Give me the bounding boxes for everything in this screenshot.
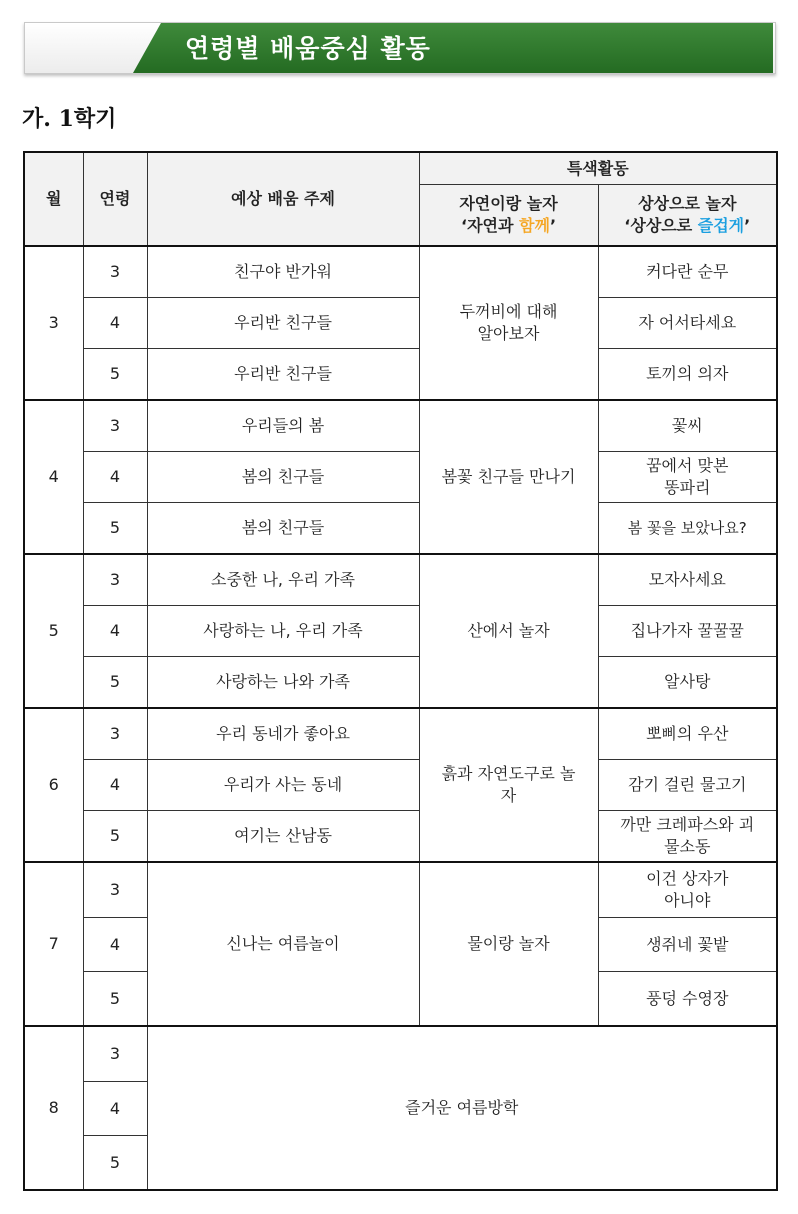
nature-cell: 봄꽃 친구들 만나기 (419, 400, 598, 554)
month-cell: 4 (24, 400, 83, 554)
imagine-cell: 집나가자 꿀꿀꿀 (598, 606, 777, 657)
theme-cell: 사랑하는 나와 가족 (147, 657, 419, 709)
header-theme: 예상 배움 주제 (147, 152, 419, 246)
theme-cell: 신나는 여름놀이 (147, 862, 419, 1026)
nature-cell: 산에서 놀자 (419, 554, 598, 708)
header-age: 연령 (83, 152, 147, 246)
imagine-cell: 뽀삐의 우산 (598, 708, 777, 760)
imagine-cell: 생쥐네 꽃밭 (598, 918, 777, 972)
nature-cell: 두꺼비에 대해 알아보자 (419, 246, 598, 400)
age-cell: 5 (83, 657, 147, 709)
month-cell: 3 (24, 246, 83, 400)
nature-cell: 물이랑 놀자 (419, 862, 598, 1026)
age-cell: 3 (83, 246, 147, 298)
header-month: 월 (24, 152, 83, 246)
header-nature (419, 185, 598, 247)
age-cell: 5 (83, 503, 147, 555)
imagine-cell: 이건 상자가 아니야 (598, 862, 777, 918)
age-cell: 3 (83, 554, 147, 606)
imagine-cell: 봄 꽃을 보았나요? (598, 503, 777, 555)
theme-cell: 우리반 친구들 (147, 298, 419, 349)
theme-cell: 봄의 친구들 (147, 452, 419, 503)
theme-cell: 봄의 친구들 (147, 503, 419, 555)
age-cell: 3 (83, 708, 147, 760)
age-cell: 3 (83, 400, 147, 452)
header-nature-quote: ‘자연과 함께’ (460, 216, 557, 235)
nature-cell: 흙과 자연도구로 놀자 (419, 708, 598, 862)
theme-cell: 사랑하는 나, 우리 가족 (147, 606, 419, 657)
page-title: 연령별 배움중심 활동 (185, 34, 431, 63)
month-cell: 6 (24, 708, 83, 862)
banner-stripe (125, 23, 139, 73)
imagine-cell: 모자사세요 (598, 554, 777, 606)
imagine-cell: 알사탕 (598, 657, 777, 709)
vacation-cell: 즐거운 여름방학 (147, 1026, 777, 1190)
header-imagine-accent: 즐겁게 (697, 216, 745, 235)
imagine-cell: 꽃씨 (598, 400, 777, 452)
month-cell: 7 (24, 862, 83, 1026)
imagine-cell: 까만 크레파스와 괴물소동 (598, 811, 777, 863)
age-cell: 4 (83, 1082, 147, 1136)
age-cell: 4 (83, 918, 147, 972)
theme-cell: 우리반 친구들 (147, 349, 419, 401)
age-cell: 5 (83, 349, 147, 401)
activity-table (23, 151, 778, 1191)
imagine-cell: 풍덩 수영장 (598, 972, 777, 1027)
theme-cell: 우리 동네가 좋아요 (147, 708, 419, 760)
age-cell: 3 (83, 1026, 147, 1082)
age-cell: 4 (83, 606, 147, 657)
theme-cell: 여기는 산남동 (147, 811, 419, 863)
imagine-cell: 자 어서타세요 (598, 298, 777, 349)
header-imagine-title: 상상으로 놀자 (638, 194, 737, 213)
header-special: 특색활동 (419, 152, 777, 185)
section-heading: 가. 1학기 (22, 106, 117, 132)
age-cell: 4 (83, 452, 147, 503)
age-cell: 5 (83, 972, 147, 1027)
theme-cell: 소중한 나, 우리 가족 (147, 554, 419, 606)
title-banner (24, 22, 776, 74)
imagine-cell: 감기 걸린 물고기 (598, 760, 777, 811)
header-nature-title: 자연이랑 놀자 (459, 194, 558, 213)
age-cell: 4 (83, 760, 147, 811)
age-cell: 3 (83, 862, 147, 918)
theme-cell: 우리들의 봄 (147, 400, 419, 452)
theme-cell: 친구야 반가워 (147, 246, 419, 298)
age-cell: 4 (83, 298, 147, 349)
age-cell: 5 (83, 1136, 147, 1191)
header-imagine (598, 185, 777, 247)
month-cell: 5 (24, 554, 83, 708)
header-nature-accent: 함께 (519, 216, 550, 235)
age-cell: 5 (83, 811, 147, 863)
imagine-cell: 꿈에서 맞본 똥파리 (598, 452, 777, 503)
theme-cell: 우리가 사는 동네 (147, 760, 419, 811)
imagine-cell: 토끼의 의자 (598, 349, 777, 401)
imagine-cell: 커다란 순무 (598, 246, 777, 298)
header-imagine-quote: ‘상상으로 즐겁게’ (624, 216, 751, 235)
month-cell: 8 (24, 1026, 83, 1190)
